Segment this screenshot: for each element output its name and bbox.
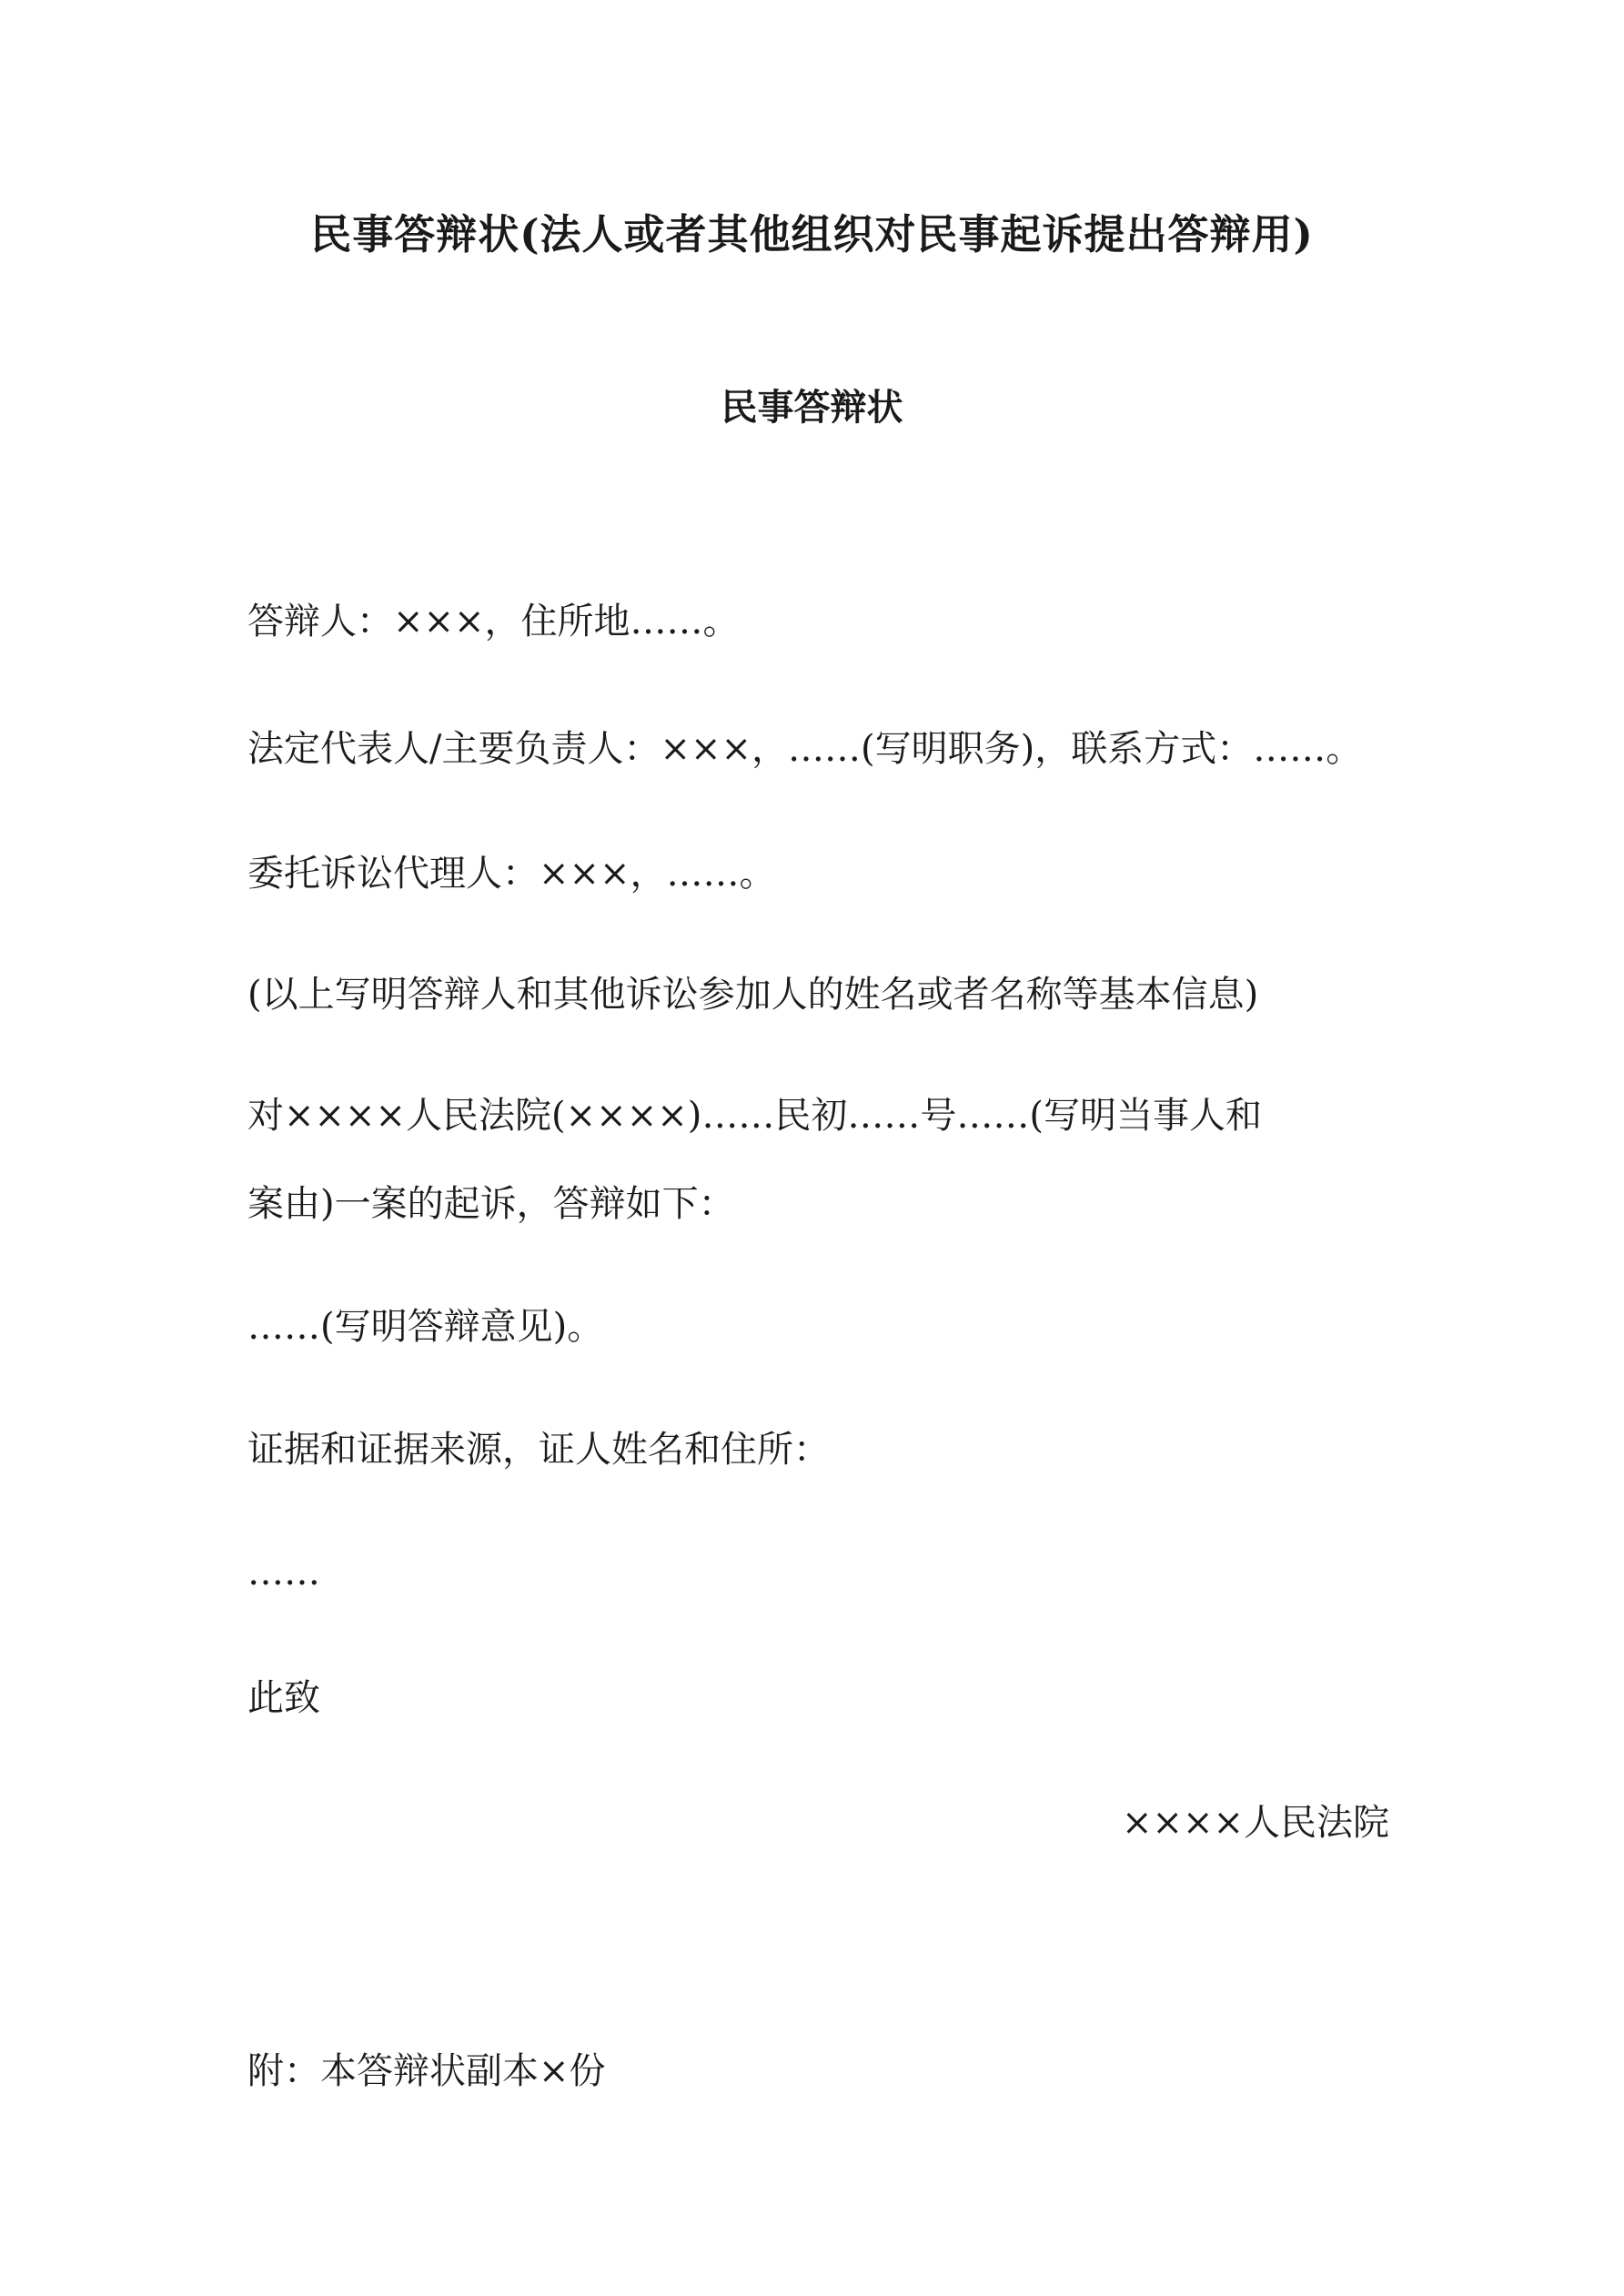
- legal-representative-line: 法定代表人/主要负责人：×××，……(写明职务)，联系方式：……。: [247, 728, 1363, 770]
- respondent-line: 答辩人：×××，住所地……。: [247, 601, 740, 642]
- salutation-line: 此致: [247, 1677, 320, 1719]
- agent-line: 委托诉讼代理人：×××，……。: [247, 853, 776, 895]
- case-line-1: 对××××人民法院(××××)……民初……号……(写明当事人和: [247, 1095, 1262, 1137]
- document-title: 民事答辩状(法人或者其他组织对民事起诉提出答辩用): [310, 210, 1314, 258]
- evidence-placeholder-line: ……: [247, 1552, 320, 1593]
- parties-note-line: (以上写明答辩人和其他诉讼参加人的姓名或者名称等基本信息): [247, 974, 1259, 1016]
- case-line-2: 案由)一案的起诉，答辩如下：: [247, 1183, 735, 1225]
- attachment-line: 附：本答辩状副本×份: [247, 2050, 606, 2092]
- document-subtitle: 民事答辩状: [721, 386, 903, 429]
- evidence-heading-line: 证据和证据来源，证人姓名和住所：: [247, 1429, 830, 1471]
- defense-opinion-line: ……(写明答辩意见)。: [247, 1306, 604, 1348]
- court-line: ××××人民法院: [1121, 1802, 1389, 1844]
